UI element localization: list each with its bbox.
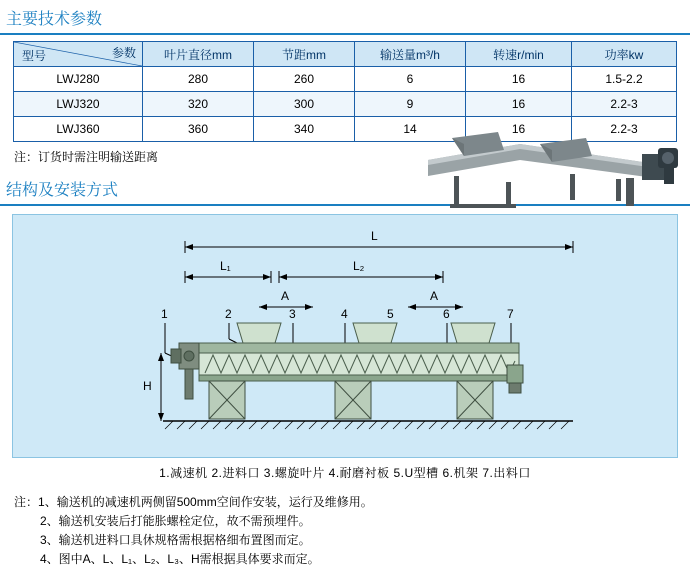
diagram-legend: 1.减速机 2.进料口 3.螺旋叶片 4.耐磨衬板 5.U型槽 6.机架 7.出料口 — [159, 466, 531, 480]
cell-pitch: 300 — [254, 92, 355, 117]
cell-blade-diameter: 320 — [143, 92, 254, 117]
cell-pitch: 340 — [254, 117, 355, 142]
header-capacity: 输送量m³/h — [355, 42, 466, 67]
dim-label-A-left: A — [281, 289, 290, 303]
dim-label-H: H — [143, 379, 152, 393]
cell-speed: 16 — [466, 92, 572, 117]
table-row — [14, 92, 677, 117]
product-photo — [420, 130, 682, 212]
table-row — [14, 67, 677, 92]
cell-model: LWJ280 — [14, 67, 143, 92]
callout-1: 1 — [161, 307, 168, 321]
spec-section-title: 主要技术参数 — [6, 11, 103, 28]
screw-conveyor-photo-illustration — [420, 130, 682, 212]
cell-capacity: 14 — [355, 117, 466, 142]
cell-blade-diameter: 360 — [143, 117, 254, 142]
header-power: 功率kw — [572, 42, 677, 67]
table-header-row — [14, 42, 677, 67]
cell-power: 1.5-2.2 — [572, 67, 677, 92]
bottom-notes — [14, 493, 690, 569]
spec-table — [13, 41, 677, 142]
spec-table-note: 注：订货时需注明输送距离 — [14, 150, 159, 164]
callout-6: 6 — [443, 307, 450, 321]
cell-capacity: 9 — [355, 92, 466, 117]
conveyor-structure-diagram — [13, 215, 677, 457]
cell-model: LWJ360 — [14, 117, 143, 142]
dim-label-A-right: A — [430, 289, 439, 303]
dim-label-L2: L₂ — [353, 259, 365, 273]
bottom-note-text-1: 1、输送机的减速机两侧留500mm空间作安装，运行及维修用。 — [38, 495, 373, 509]
corner-header-cell — [14, 42, 143, 67]
cell-capacity: 6 — [355, 67, 466, 92]
cell-speed: 16 — [466, 117, 572, 142]
bottom-note-4: 4、图中A、L、L₁、L₂、L₃、H需根据具体要求而定。 — [40, 552, 320, 566]
cell-blade-diameter: 280 — [143, 67, 254, 92]
bottom-note-lead: 注： — [14, 495, 39, 509]
cell-speed: 16 — [466, 67, 572, 92]
callout-7: 7 — [507, 307, 514, 321]
bottom-note-1 — [14, 493, 690, 512]
dim-label-L1: L₁ — [220, 259, 231, 273]
structure-section-title: 结构及安装方式 — [6, 182, 119, 199]
structure-diagram-panel — [12, 214, 678, 458]
bottom-note-2: 2、输送机安装后打能胀螺栓定位，故不需预埋件。 — [40, 514, 311, 528]
bottom-note-3: 3、输送机进料口具休规格需根据格细布置图而定。 — [40, 533, 311, 547]
callout-4: 4 — [341, 307, 348, 321]
callout-2: 2 — [225, 307, 232, 321]
header-speed: 转速r/min — [466, 42, 572, 67]
cell-power: 2.2-3 — [572, 92, 677, 117]
structure-section — [0, 171, 690, 481]
cell-model: LWJ320 — [14, 92, 143, 117]
callout-5: 5 — [387, 307, 394, 321]
spec-title-divider — [0, 33, 690, 35]
header-blade-diameter: 叶片直径mm — [143, 42, 254, 67]
corner-param-label: 参数 — [111, 46, 136, 60]
cell-power: 2.2-3 — [572, 117, 677, 142]
corner-model-label: 型号 — [22, 49, 47, 63]
header-pitch: 节距mm — [254, 42, 355, 67]
cell-pitch: 260 — [254, 67, 355, 92]
spec-table-head — [14, 42, 677, 67]
callout-3: 3 — [289, 307, 296, 321]
dim-label-L: L — [371, 229, 378, 243]
